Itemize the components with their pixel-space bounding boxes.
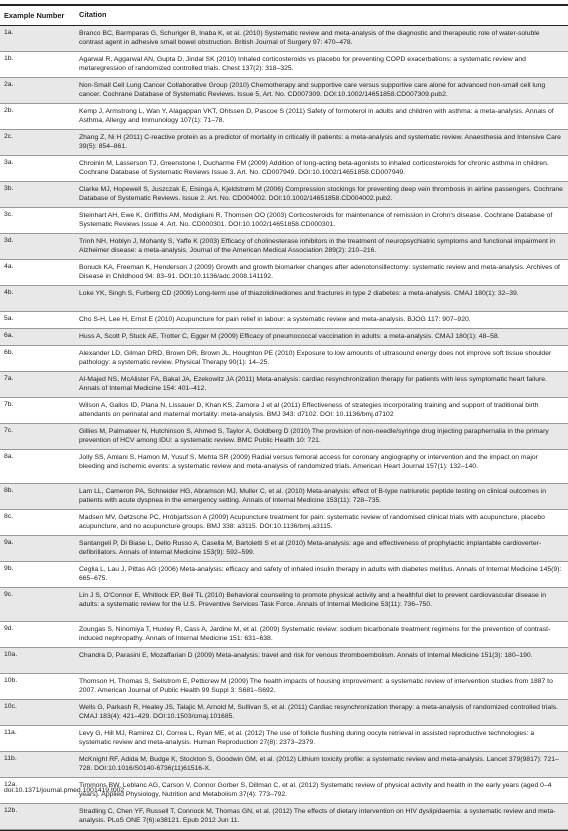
citation-cell: Trinh NH, Hoblyn J, Mohanty S, Yaffe K (2003) Efficacy of cholinesterase inhibitors in the treatment of neuropsychiatric symptoms and functional impairment in Alzheimer disease: a meta-analysis. Journal of the American Medical Association 289(2): 210–216.: [79, 237, 556, 254]
example-number-cell: 12a.: [4, 780, 18, 788]
example-number-cell: 3c.: [4, 210, 14, 218]
example-number-cell: 11a.: [4, 728, 17, 736]
example-number-cell: 12b.: [4, 806, 18, 814]
citation-cell: Lin J S, O'Connor E, Whitlock EP, Beil TL (2010) Behavioral counseling to promote physical activity and a healthful diet to prevent cardiovascular disease in adults: a systematic review for the U.S. Preventive Services Task Force. Annals of Internal Medicine 53(11): 736–750.: [79, 591, 547, 608]
table-row: [0, 372, 568, 398]
example-number-cell: 7b.: [4, 400, 14, 408]
citation-cell: Kemp J, Armstrong L, Wan Y, Alagappan VKT, Ohlssen D, Pascoe S (2011) Safety of formoterol in adults and children with asthma: a meta-analysis. Annals of Asthma, Allergy and Immunology 107(1): 71–78.: [79, 107, 554, 124]
table-row: [0, 588, 568, 622]
example-number-cell: 3d.: [4, 236, 14, 244]
example-number-cell: 2c.: [4, 132, 14, 140]
table-row: [0, 346, 568, 372]
table-row: [0, 286, 568, 312]
citation-cell: Non-Small Cell Lung Cancer Collaborative Group (2010) Chemotherapy and supportive care versus supportive care alone for advanced non-small cell lung cancer. Cochrane Database of Systematic Reviews. Issue 5, Art. No. CD007309. DOI:10.1002/14651858.CD007309.pub2.: [79, 81, 546, 98]
citation-cell: Madsen MV, Gøtzsche PC, Hróbjartsson A (2009) Acupuncture treatment for pain: systematic review of randomised clinical trials with acupuncture, placebo acupuncture, and no acupuncture groups. BMJ 338: a3115. DOI:10.1136/bmj.a3115.: [79, 513, 545, 530]
table-row: [0, 424, 568, 450]
example-number-cell: 3b.: [4, 184, 14, 192]
citation-cell: Stradling C, Chen YF, Russell T, Connock M, Thomas GN, et al. (2012) The effects of dietary intervention on HIV dyslipidaemia: a systematic review and meta-analysis. PLoS ONE 7(6):e38121. Epub 2012 Jun 11.: [79, 807, 556, 824]
table-row: [0, 726, 568, 752]
table-row: [0, 104, 568, 130]
example-number-cell: 9b.: [4, 564, 14, 572]
table-row: [0, 804, 568, 830]
example-number-cell: 11b.: [4, 754, 17, 762]
citation-cell: Alexander LD, Gilman DRD, Brown DR, Brown JL, Houghton PE (2010) Exposure to low amounts of ultrasound energy does not improve soft tissue shoulder pathology: a systematic review. Physical Therapy 90(1): 14–25.: [79, 349, 552, 366]
citation-cell: Timmons BW, Leblanc AG, Carson V, Connor Gorber S, Dillman C, et al. (2012) Systematic review of physical activity and health in the early years (aged 0–4 years). Applied Physiology, Nutrition and Metabolism 37(4): 773–792.: [79, 781, 552, 798]
table-row: [0, 234, 568, 260]
example-number-cell: 10a.: [4, 650, 18, 658]
table-row: [0, 78, 568, 104]
citation-cell: Ceglia L, Lau J, Pittas AG (2006) Meta-analysis: efficacy and safety of inhaled insulin therapy in adults with diabetes mellitus. Annals of Internal Medicine 145(9): 665–675.: [79, 565, 562, 582]
example-number-cell: 9d.: [4, 624, 14, 632]
header-citation: Citation: [79, 10, 107, 20]
table-row: [0, 398, 568, 424]
example-number-cell: 9a.: [4, 538, 14, 546]
example-number-cell: 8a.: [4, 452, 14, 460]
citation-cell: Wilson A, Gallos ID, Plana N, Lissauer D, Khan KS, Zamora J et al (2011) Effectiveness of strategies incorporating training and support of traditional birth attendants on perinatal and maternal mortality: meta-analysis. BMJ 343: d7102. DOI: 10.1136/bmj.d7102: [79, 401, 539, 418]
citation-cell: Levy G, Hill MJ, Ramirez CI, Correa L, Ryan ME, et al. (2012) The use of follicle flushing during oocyte retrieval in assisted reproductive technologies: a systematic review and meta-analysis. Human Reproduction 27(8): 2373–2379.: [79, 729, 535, 746]
citation-cell: Lam LL, Cameron PA, Schneider HG, Abramson MJ, Muller C, et al. (2010) Meta-analysis: effect of B-type natriuretic peptide testing on clinical outcomes in patients with acute dyspnea in the emergency setting. Annals of Internal Medicine 153(11): 728–735.: [79, 487, 547, 504]
citation-cell: Al-Majed NS, McAlister FA, Bakal JA, Ezekowitz JA (2011) Meta-analysis: cardiac resynchronization therapy for patients with less symptomatic heart failure. Annals of Internal Medicine 154: 401–412.: [79, 375, 547, 392]
citation-cell: Clarke MJ, Hopewell S, Juszczak E, Eisinga A, Kjeldstrøm M (2006) Compression stockings for preventing deep vein thrombosis in airline passengers. Cochrane Database of Systematic Reviews. Issue 2. Art. No. CD004002. DOI:10.1002/14651858.CD004002.pub2.: [79, 185, 563, 202]
table-row: [0, 260, 568, 286]
citation-cell: Steinhart AH, Ewe K, Griffiths AM, Modigliani R, Thomsen OO (2003) Corticosteroids for maintenance of remission in Crohn's disease. Cochrane Database of Systematic Reviews Issue 4. Art. No. CD000301. DOI:10.1002/14651858.CD000301.: [79, 211, 553, 228]
table-doi[interactable]: doi:10.1371/journal.pmed.1001419.t002: [4, 787, 125, 794]
citation-cell: Jolly SS, Amlani S, Hamon M, Yusuf S, Mehta SR (2009) Radial versus femoral access for coronary angiography or intervention and the impact on major bleeding and ischemic events: a systematic review and meta-analysis of randomized trials. American Heart Journal 157(1): 132–140.: [79, 453, 538, 470]
table-row: [0, 648, 568, 674]
example-number-cell: 4a.: [4, 262, 14, 270]
citation-cell: Cho S-H, Lee H, Ernst E (2010) Acupuncture for pain relief in labour: a systematic review and meta-analysis. BJOG 117: 907–920.: [79, 315, 471, 323]
example-number-cell: 8c.: [4, 512, 14, 520]
example-number-cell: 5a.: [4, 314, 14, 322]
citation-cell: Wells G, Parkash R, Healey JS, Talajic M, Arnold M, Sullivan S, et al. (2011) Cardiac resynchronization therapy: a meta-analysis of randomized controlled trials. CMAJ 183(4): 421–429. DOI:10.1503/cmaj.101685.: [79, 703, 559, 720]
example-number-cell: 3a.: [4, 158, 14, 166]
citation-cell: Branco BC, Barmparas G, Schuriger B, Inaba K, et al. (2010) Systematic review and meta-analysis of the diagnostic and therapeutic role of water-soluble contrast agent in adhesive small bowel obstruction. British Journal of Surgery 97: 470–478.: [79, 29, 540, 46]
example-number-cell: 7a.: [4, 374, 14, 382]
table-row: [0, 130, 568, 156]
citation-cell: Chroinin M, Lasserson TJ, Greenstone I, Ducharme FM (2009) Addition of long-acting beta-agonists to inhaled corticosteroids for chronic asthma in children. Cochrane Database of Systematic Reviews Issue 3. Art. No. CD007949. DOI:10.1002/14651858.CD007949.: [79, 159, 549, 176]
citation-cell: Thomson H, Thomas S, Sellstrom E, Petticrew M (2009) The health impacts of housing improvement: a systematic review of intervention studies from 1887 to 2007. American Journal of Public Health 99 Suppl 3: S681–S692.: [79, 677, 553, 694]
example-number-cell: 6a.: [4, 331, 14, 339]
table-row: [0, 484, 568, 510]
example-number-cell: 10c.: [4, 702, 17, 710]
example-number-cell: 1a.: [4, 28, 14, 36]
citation-cell: Chandra D, Parasini E, Mozaffarian D (2009) Meta-analysis: travel and risk for venous thromboembolism. Annals of Internal Medicine 151(3): 180–190.: [79, 651, 533, 659]
table-row: [0, 536, 568, 562]
table-row: [0, 674, 568, 700]
header-example-number: Example Number: [4, 10, 65, 20]
citation-cell: Bonuck KA, Freeman K, Henderson J (2009) Growth and growth biomarker changes after adenotonsillectomy: systematic review and meta-analysis. Archives of Disease in Childhood 94: 83–91. DOI:10.1136/adc.2008.141192.: [79, 263, 560, 280]
table-row: [0, 26, 568, 52]
citation-cell: Zoungas S, Ninomiya T, Huxley R, Cass A, Jardine M, et al. (2009) Systematic review: sodium bicarbonate treatment regimens for the prevention of contrast-induced nephropathy. Annals of Internal Medicine 151: 631–638.: [79, 625, 551, 642]
citation-cell: Agarwal R, Aggarwal AN, Gupta D, Jindal SK (2010) Inhaled corticosteroids vs placebo for preventing COPD exacerbations: a systematic review and metaregression of randomized controlled trials. Chest 137(2): 318–325.: [79, 55, 526, 72]
example-number-cell: 2a.: [4, 80, 14, 88]
table-row: [0, 208, 568, 234]
table-row: [0, 562, 568, 588]
table-row: [0, 182, 568, 208]
table-row: [0, 312, 568, 329]
table-row: [0, 329, 568, 346]
citation-cell: Loke YK, Singh S, Furberg CD (2009) Long-term use of thiazolidinediones and fractures in type 2 diabetes: a meta-analysis. CMAJ 180(1): 32–39.: [79, 289, 519, 297]
table-row: [0, 52, 568, 78]
example-number-cell: 2b.: [4, 106, 14, 114]
citation-cell: McKnight RF, Adida M, Budge K, Stockton S, Goodwin GM, et al. (2012) Lithium toxicity profile: a systematic review and meta-analysis. Lancet 379(9817): 721–728. DOI:10.1016/S0140-6736(11)61516-X.: [79, 755, 559, 772]
table-row: [0, 622, 568, 648]
example-number-cell: 4b.: [4, 288, 14, 296]
citation-cell: Santangeli P, Di Biase L, Dello Russo A, Casella M, Bartoletti S et al (2010) Meta-analysis: age and effectiveness of prophylactic implantable cardioverter-defibrillators. Annals of Internal Medicine 153(9): 592–599.: [79, 539, 542, 556]
example-number-cell: 6b.: [4, 348, 14, 356]
table-row: [0, 156, 568, 182]
example-number-cell: 7c.: [4, 426, 14, 434]
example-number-cell: 10b.: [4, 676, 18, 684]
example-number-cell: 8b.: [4, 486, 14, 494]
table-header: [0, 6, 568, 26]
citation-cell: Gillies M, Palmateer N, Hutchinson S, Ahmed S, Taylor A, Goldberg D (2010) The provision of non-needle/syringe drug injecting paraphernalia in the primary prevention of HCV among IDU: a systematic review. BMC Public Health 10: 721.: [79, 427, 549, 444]
table-row: [0, 700, 568, 726]
example-number-cell: 1b.: [4, 54, 14, 62]
table-bottom-rule: [0, 830, 568, 831]
table-row: [0, 510, 568, 536]
table-row: [0, 752, 568, 778]
table-body: [0, 26, 568, 830]
citation-cell: Zhang Z, Ni H (2011) C-reactive protein as a predictor of mortality in critically ill patients: a meta-analysis and systematic review. Anaesthesia and Intensive Care 39(5): 854–861.: [79, 133, 561, 150]
example-number-cell: 9c.: [4, 590, 14, 598]
table-row: [0, 450, 568, 484]
citation-cell: Huss A, Scott P, Stuck AE, Trotter C, Egger M (2009) Efficacy of pneumococcal vaccination in adults: a meta-analysis. CMAJ 180(1): 48–58.: [79, 332, 500, 340]
